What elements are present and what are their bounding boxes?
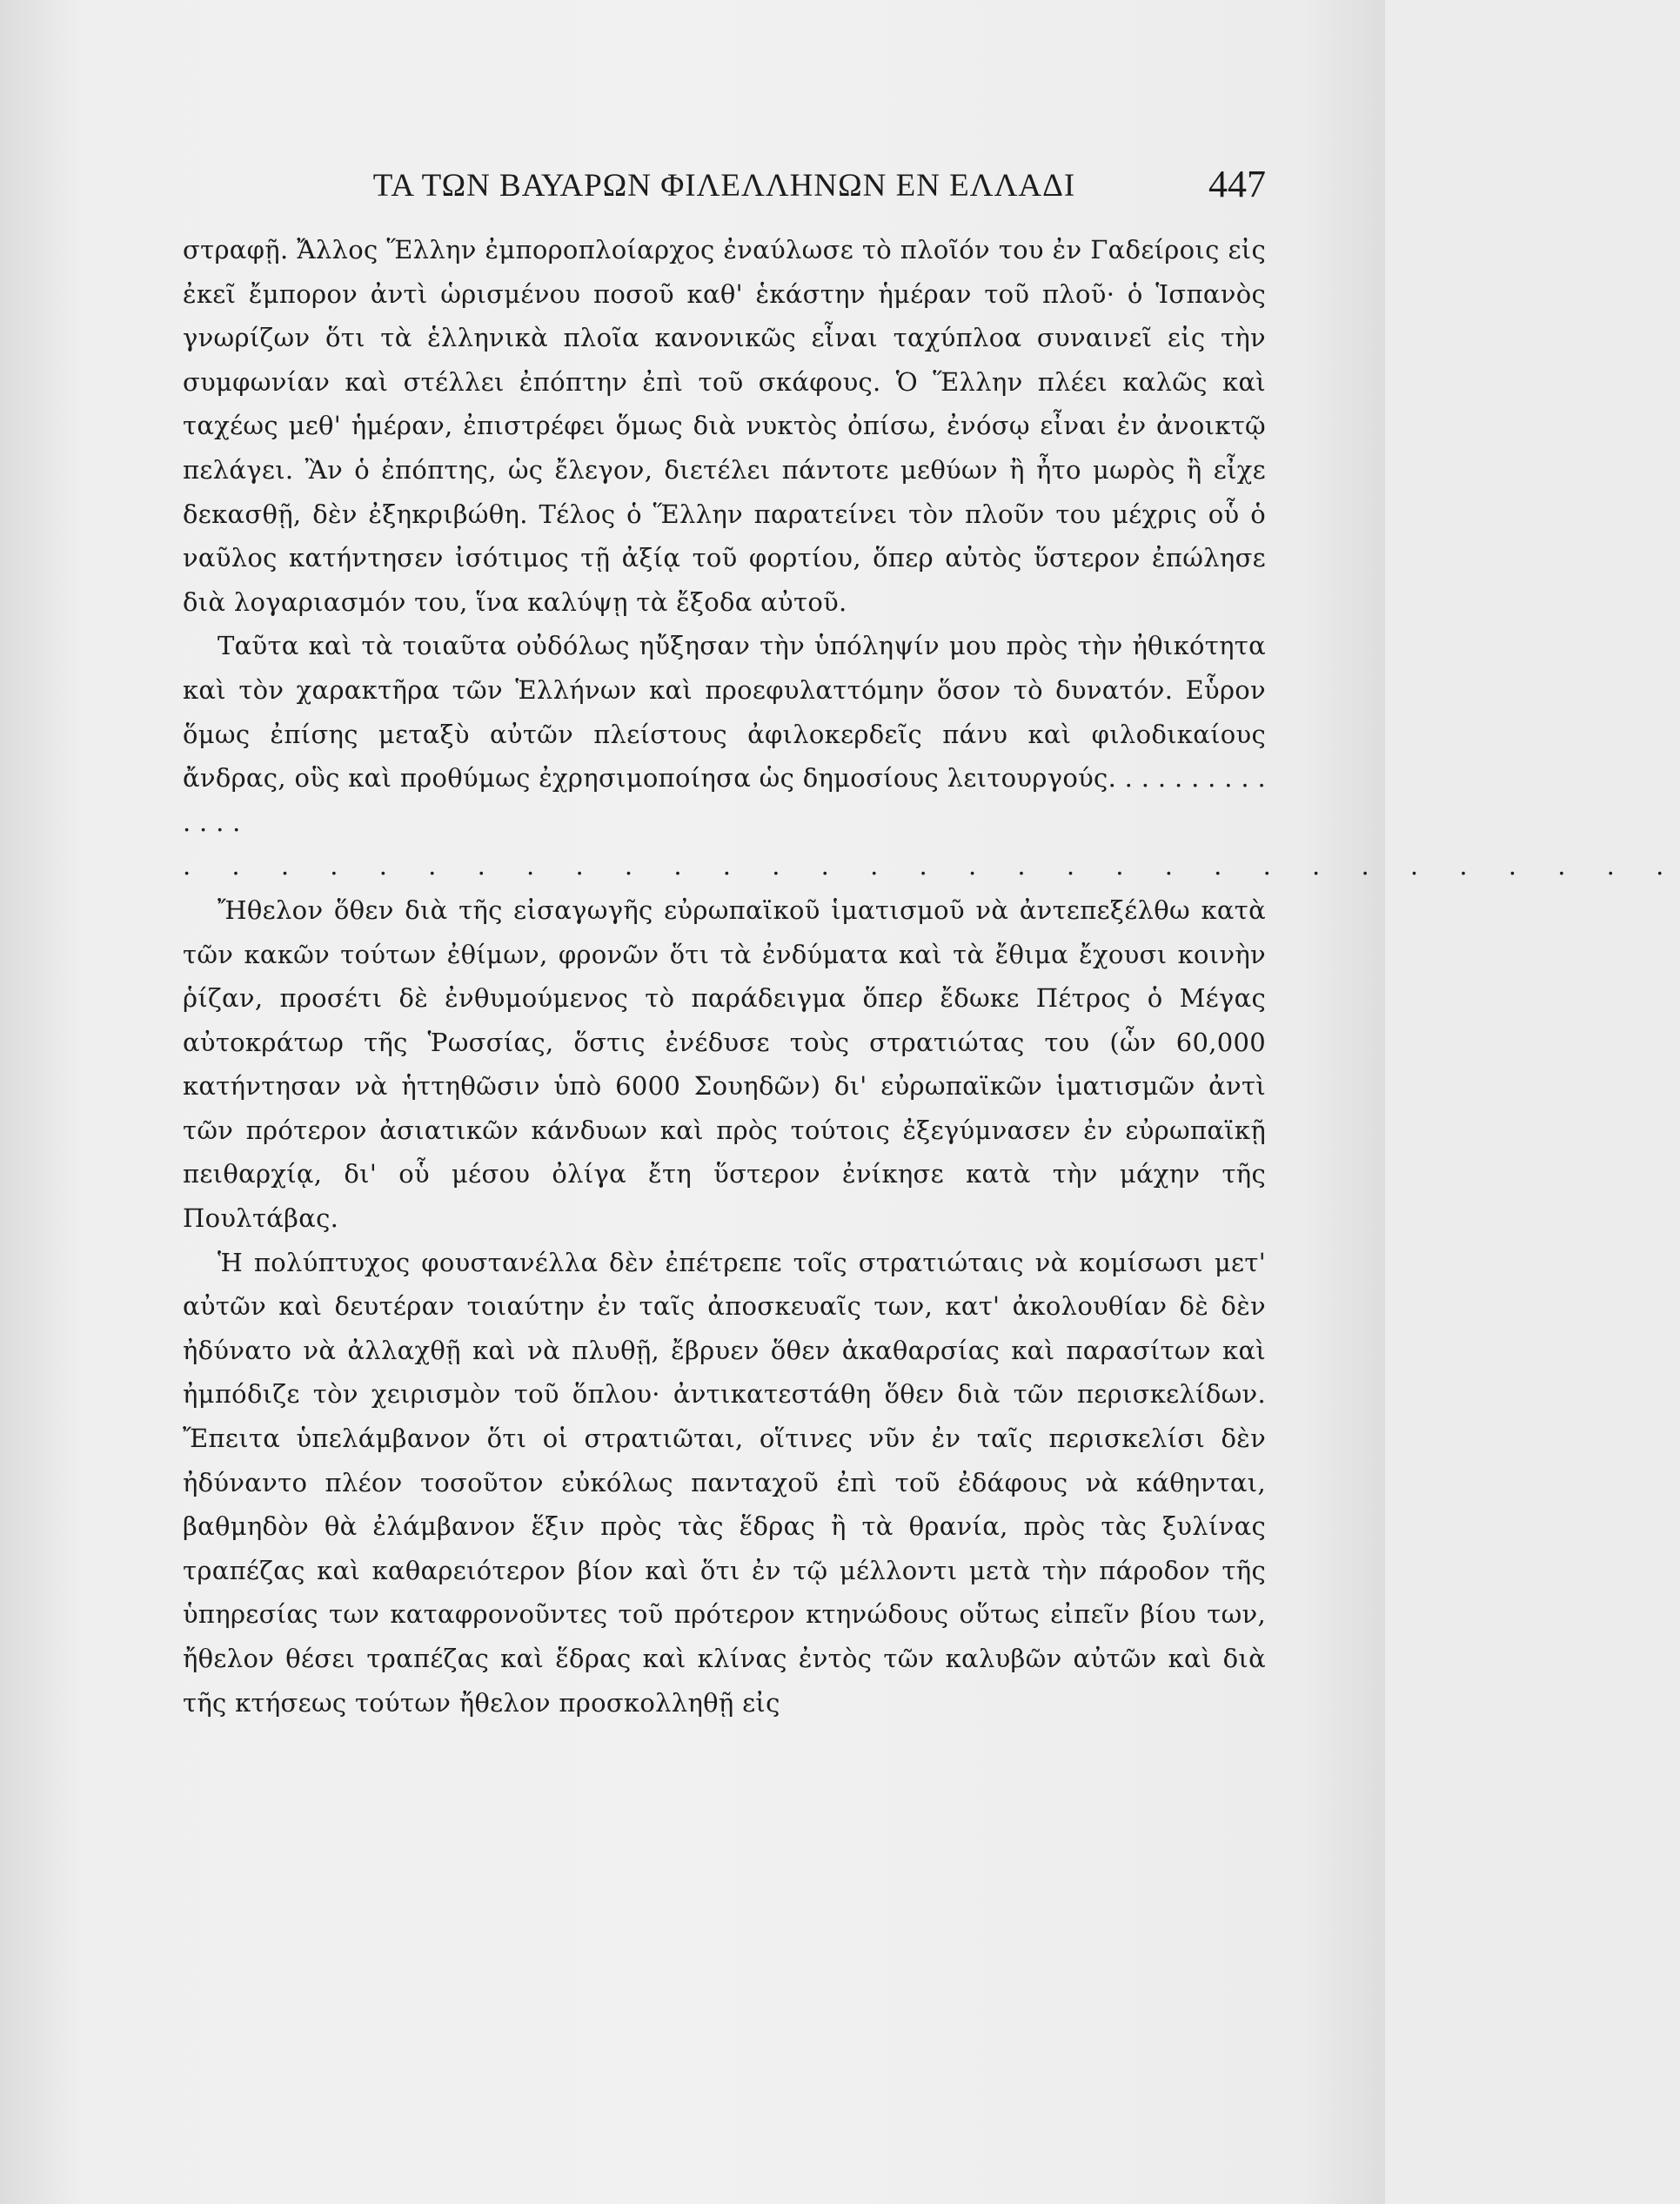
paragraph-2: Ταῦτα καὶ τὰ τοιαῦτα οὐδόλως ηὔξησαν τὴν ὑπόληψίν μου πρὸς τὴν ἠθικότητα καὶ τὸν χαρακτῆρα τῶν Ἑλλήνων καὶ προεφυλαττόμην ὅσον τὸ δυνατόν. Εὗρον ὅμως ἐπίσης μεταξὺ αὐτῶν πλείστους ἀφιλοκερδεῖς πάνυ καὶ φιλοδικαίους ἄνδρας, οὓς καὶ προθύμως ἐχρησιμοποίησα ὡς δημοσίους λειτουργούς. . . . . . . . . . . . . . bbox=[183, 631, 1266, 837]
ellipsis-row: . . . . . . . . . . . . . . . . . . . . . . . . . . . . . . . bbox=[183, 851, 1680, 881]
page-header bbox=[183, 157, 1266, 221]
body-text bbox=[183, 228, 1680, 1725]
paragraph-1: στραφῇ. Ἄλλος Ἕλλην ἐμποροπλοίαρχος ἐναύλωσε τὸ πλοῖόν του ἐν Γαδείροις εἰς ἐκεῖ ἔμπορον ἀντὶ ὡρισμένου ποσοῦ καθ' ἑκάστην ἡμέραν τοῦ πλοῦ· ὁ Ἱσπανὸς γνωρίζων ὅτι τὰ ἑλληνικὰ πλοῖα κανονικῶς εἶναι ταχύπλοα συναινεῖ εἰς τὴν συμφωνίαν καὶ στέλλει ἐπόπτην ἐπὶ τοῦ σκάφους. Ὁ Ἕλλην πλέει καλῶς καὶ ταχέως μεθ' ἡμέραν, ἐπιστρέφει ὅμως διὰ νυκτὸς ὀπίσω, ἐνόσῳ εἶναι ἐν ἀνοικτῷ πελάγει. Ἂν ὁ ἐπόπτης, ὡς ἔλεγον, διετέλει πάντοτε μεθύων ἢ ἦτο μωρὸς ἢ εἶχε δεκασθῇ, δὲν ἐξηκριβώθη. Τέλος ὁ Ἕλλην παρατείνει τὸν πλοῦν του μέχρις οὗ ὁ ναῦλος κατήντησεν ἰσότιμος τῇ ἀξίᾳ τοῦ φορτίου, ὅπερ αὐτὸς ὕστερον ἐπώλησε διὰ λογαριασμόν του, ἵνα καλύψῃ τὰ ἔξοδα αὐτοῦ. bbox=[183, 235, 1266, 617]
book-page bbox=[183, 157, 1680, 1725]
running-title: ΤΑ ΤΩΝ ΒΑΥΑΡΩΝ ΦΙΛΕΛΛΗΝΩΝ ΕΝ ΕΛΛΑΔΙ bbox=[372, 168, 1076, 204]
page-number: 447 bbox=[1208, 163, 1266, 205]
paragraph-4: Ἡ πολύπτυχος φουστανέλλα δὲν ἐπέτρεπε τοῖς στρατιώταις νὰ κομίσωσι μετ' αὐτῶν καὶ δευτέραν τοιαύτην ἐν ταῖς ἀποσκευαῖς των, κατ' ἀκολουθίαν δὲ δὲν ἠδύνατο νὰ ἀλλαχθῇ καὶ νὰ πλυθῇ, ἔβρυεν ὅθεν ἀκαθαρσίας καὶ παρασίτων καὶ ἠμπόδιζε τὸν χειρισμὸν τοῦ ὅπλου· ἀντικατεστάθη ὅθεν διὰ τῶν περισκελίδων. Ἔπειτα ὑπελάμβανον ὅτι οἱ στρατιῶται, οἵτινες νῦν ἐν ταῖς περισκελίσι δὲν ἠδύναντο πλέον τοσοῦτον εὐκόλως πανταχοῦ ἐπὶ τοῦ ἐδάφους νὰ κάθηνται, βαθμηδὸν θὰ ἐλάμβανον ἕξιν πρὸς τὰς ἕδρας ἢ τὰ θρανία, πρὸς τὰς ξυλίνας τραπέζας καὶ καθαρειότερον βίον καὶ ὅτι ἐν τῷ μέλλοντι μετὰ τὴν πάροδον τῆς ὑπηρεσίας των καταφρονοῦντες τοῦ πρότερον κτηνώδους οὕτως εἰπεῖν βίου των, ἤθελον θέσει τραπέζας καὶ ἕδρας καὶ κλίνας ἐντὸς τῶν καλυβῶν αὐτῶν καὶ διὰ τῆς κτήσεως τούτων ἤθελον προσκολληθῇ εἰς bbox=[183, 1247, 1266, 1718]
paragraph-3: Ἤθελον ὅθεν διὰ τῆς εἰσαγωγῆς εὐρωπαϊκοῦ ἱματισμοῦ νὰ ἀντεπεξέλθω κατὰ τῶν κακῶν τούτων ἐθίμων, φρονῶν ὅτι τὰ ἐνδύματα καὶ τὰ ἔθιμα ἔχουσι κοινὴν ῥίζαν, προσέτι δὲ ἐνθυμούμενος τὸ παράδειγμα ὅπερ ἔδωκε Πέτρος ὁ Μέγας αὐτοκράτωρ τῆς Ῥωσσίας, ὅστις ἐνέδυσε τοὺς στρατιώτας του (ὧν 60,000 κατήντησαν νὰ ἡττηθῶσιν ὑπὸ 6000 Σουηδῶν) δι' εὐρωπαϊκῶν ἱματισμῶν ἀντὶ τῶν πρότερον ἀσιατικῶν κάνδυων καὶ πρὸς τούτοις ἐξεγύμνασεν ἐν εὐρωπαϊκῇ πειθαρχίᾳ, δι' οὗ μέσου ὀλίγα ἔτη ὕστερον ἐνίκησε κατὰ τὴν μάχην τῆς Πουλτάβας. bbox=[183, 894, 1266, 1234]
